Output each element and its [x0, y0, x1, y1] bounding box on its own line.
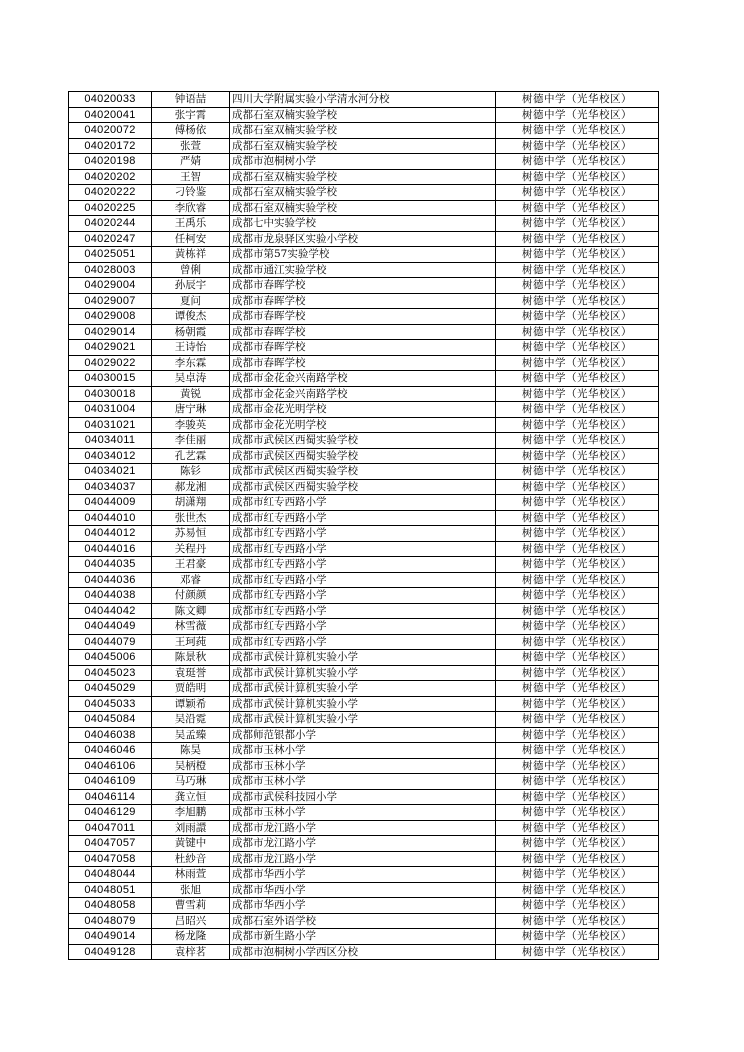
table-row — [69, 278, 659, 294]
admitted-school-cell: 树德中学（光华校区） — [496, 92, 659, 108]
student-name-cell: 任柯安 — [152, 231, 230, 247]
student-name-cell: 吴孟臻 — [152, 727, 230, 743]
student-name-cell: 张萱 — [152, 138, 230, 154]
admitted-school-cell: 树德中学（光华校区） — [496, 851, 659, 867]
admitted-school-cell: 树德中学（光华校区） — [496, 774, 659, 790]
school-cell: 成都七中实验学校 — [230, 216, 496, 232]
student-name-cell: 王诗怡 — [152, 340, 230, 356]
school-cell: 成都市春晖学校 — [230, 324, 496, 340]
school-cell: 成都市武侯计算机实验小学 — [230, 712, 496, 728]
student-id-cell: 04028003 — [69, 262, 152, 278]
table-row — [69, 851, 659, 867]
student-id-cell: 04046109 — [69, 774, 152, 790]
table-row — [69, 386, 659, 402]
admitted-school-cell: 树德中学（光华校区） — [496, 200, 659, 216]
student-id-cell: 04047058 — [69, 851, 152, 867]
student-name-cell: 夏问 — [152, 293, 230, 309]
student-id-cell: 04044042 — [69, 603, 152, 619]
student-name-cell: 谭俊杰 — [152, 309, 230, 325]
student-name-cell: 吴卓涛 — [152, 371, 230, 387]
table-row — [69, 805, 659, 821]
student-name-cell: 李旭鹏 — [152, 805, 230, 821]
admitted-school-cell: 树德中学（光华校区） — [496, 293, 659, 309]
table-row — [69, 138, 659, 154]
student-name-cell: 张旭 — [152, 882, 230, 898]
student-id-cell: 04044049 — [69, 619, 152, 635]
student-name-cell: 陈文卿 — [152, 603, 230, 619]
admitted-school-cell: 树德中学（光华校区） — [496, 650, 659, 666]
student-name-cell: 曾俐 — [152, 262, 230, 278]
student-id-cell: 04020247 — [69, 231, 152, 247]
school-cell: 成都市春晖学校 — [230, 278, 496, 294]
admission-table-body — [69, 92, 659, 960]
student-name-cell: 孙辰宇 — [152, 278, 230, 294]
admitted-school-cell: 树德中学（光华校区） — [496, 169, 659, 185]
student-id-cell: 04031021 — [69, 417, 152, 433]
school-cell: 成都市金花金兴南路学校 — [230, 371, 496, 387]
admitted-school-cell: 树德中学（光华校区） — [496, 867, 659, 883]
student-name-cell: 吴沿霓 — [152, 712, 230, 728]
table-row — [69, 247, 659, 263]
table-row — [69, 510, 659, 526]
table-row — [69, 619, 659, 635]
school-cell: 成都石室双楠实验学校 — [230, 138, 496, 154]
admitted-school-cell: 树德中学（光华校区） — [496, 944, 659, 960]
table-row — [69, 169, 659, 185]
school-cell: 成都市红专西路小学 — [230, 557, 496, 573]
table-row — [69, 293, 659, 309]
table-row — [69, 340, 659, 356]
student-name-cell: 杨朝霞 — [152, 324, 230, 340]
student-id-cell: 04047057 — [69, 836, 152, 852]
admitted-school-cell: 树德中学（光华校区） — [496, 526, 659, 542]
student-name-cell: 马巧琳 — [152, 774, 230, 790]
table-row — [69, 650, 659, 666]
student-name-cell: 张世杰 — [152, 510, 230, 526]
student-name-cell: 孔艺霖 — [152, 448, 230, 464]
student-id-cell: 04046114 — [69, 789, 152, 805]
table-row — [69, 789, 659, 805]
school-cell: 成都市金花金兴南路学校 — [230, 386, 496, 402]
table-row — [69, 433, 659, 449]
school-cell: 成都市红专西路小学 — [230, 572, 496, 588]
admitted-school-cell: 树德中学（光华校区） — [496, 665, 659, 681]
school-cell: 成都市玉林小学 — [230, 805, 496, 821]
admitted-school-cell: 树德中学（光华校区） — [496, 681, 659, 697]
school-cell: 成都市红专西路小学 — [230, 495, 496, 511]
admitted-school-cell: 树德中学（光华校区） — [496, 820, 659, 836]
student-id-cell: 04046106 — [69, 758, 152, 774]
admission-table — [68, 91, 659, 960]
student-name-cell: 陈景秋 — [152, 650, 230, 666]
table-row — [69, 200, 659, 216]
student-name-cell: 谭颖希 — [152, 696, 230, 712]
student-id-cell: 04046038 — [69, 727, 152, 743]
table-row — [69, 355, 659, 371]
school-cell: 成都市红专西路小学 — [230, 603, 496, 619]
student-name-cell: 付颜颜 — [152, 588, 230, 604]
student-id-cell: 04045084 — [69, 712, 152, 728]
admitted-school-cell: 树德中学（光华校区） — [496, 882, 659, 898]
table-row — [69, 572, 659, 588]
admitted-school-cell: 树德中学（光华校区） — [496, 417, 659, 433]
school-cell: 成都市红专西路小学 — [230, 588, 496, 604]
table-row — [69, 867, 659, 883]
table-row — [69, 603, 659, 619]
school-cell: 成都市武侯区西蜀实验学校 — [230, 464, 496, 480]
table-row — [69, 944, 659, 960]
school-cell: 成都市金花光明学校 — [230, 417, 496, 433]
admitted-school-cell: 树德中学（光华校区） — [496, 727, 659, 743]
student-name-cell: 刁铃鉴 — [152, 185, 230, 201]
admitted-school-cell: 树德中学（光华校区） — [496, 712, 659, 728]
student-id-cell: 04030018 — [69, 386, 152, 402]
table-row — [69, 588, 659, 604]
school-cell: 成都市武侯计算机实验小学 — [230, 665, 496, 681]
student-name-cell: 黄锐 — [152, 386, 230, 402]
school-cell: 成都石室双楠实验学校 — [230, 169, 496, 185]
table-row — [69, 185, 659, 201]
student-name-cell: 林雪薇 — [152, 619, 230, 635]
table-row — [69, 665, 659, 681]
student-id-cell: 04029014 — [69, 324, 152, 340]
school-cell: 成都市华西小学 — [230, 867, 496, 883]
student-id-cell: 04049014 — [69, 929, 152, 945]
student-id-cell: 04044010 — [69, 510, 152, 526]
admitted-school-cell: 树德中学（光华校区） — [496, 386, 659, 402]
student-id-cell: 04020225 — [69, 200, 152, 216]
school-cell: 成都市春晖学校 — [230, 309, 496, 325]
table-row — [69, 820, 659, 836]
school-cell: 成都市红专西路小学 — [230, 541, 496, 557]
student-name-cell: 刘雨譞 — [152, 820, 230, 836]
school-cell: 成都市玉林小学 — [230, 743, 496, 759]
table-row — [69, 541, 659, 557]
student-id-cell: 04020041 — [69, 107, 152, 123]
table-row — [69, 557, 659, 573]
admitted-school-cell: 树德中学（光华校区） — [496, 743, 659, 759]
student-id-cell: 04034021 — [69, 464, 152, 480]
school-cell: 成都市泡桐树小学西区分校 — [230, 944, 496, 960]
school-cell: 成都市武侯区西蜀实验学校 — [230, 479, 496, 495]
table-row — [69, 479, 659, 495]
student-id-cell: 04048051 — [69, 882, 152, 898]
student-id-cell: 04030015 — [69, 371, 152, 387]
admitted-school-cell: 树德中学（光华校区） — [496, 619, 659, 635]
admitted-school-cell: 树德中学（光华校区） — [496, 836, 659, 852]
student-name-cell: 李东霖 — [152, 355, 230, 371]
table-row — [69, 758, 659, 774]
student-id-cell: 04031004 — [69, 402, 152, 418]
school-cell: 成都市龙泉驿区实验小学校 — [230, 231, 496, 247]
table-row — [69, 231, 659, 247]
student-id-cell: 04049128 — [69, 944, 152, 960]
student-id-cell: 04048058 — [69, 898, 152, 914]
admitted-school-cell: 树德中学（光华校区） — [496, 572, 659, 588]
table-row — [69, 262, 659, 278]
table-row — [69, 681, 659, 697]
admitted-school-cell: 树德中学（光华校区） — [496, 247, 659, 263]
student-id-cell: 04020198 — [69, 154, 152, 170]
admitted-school-cell: 树德中学（光华校区） — [496, 603, 659, 619]
student-id-cell: 04034037 — [69, 479, 152, 495]
student-id-cell: 04044016 — [69, 541, 152, 557]
admitted-school-cell: 树德中学（光华校区） — [496, 696, 659, 712]
student-id-cell: 04029004 — [69, 278, 152, 294]
student-id-cell: 04034011 — [69, 433, 152, 449]
admitted-school-cell: 树德中学（光华校区） — [496, 138, 659, 154]
table-row — [69, 712, 659, 728]
student-id-cell: 04045006 — [69, 650, 152, 666]
table-row — [69, 882, 659, 898]
student-name-cell: 龚立恒 — [152, 789, 230, 805]
admitted-school-cell: 树德中学（光华校区） — [496, 262, 659, 278]
admitted-school-cell: 树德中学（光华校区） — [496, 433, 659, 449]
school-cell: 成都石室双楠实验学校 — [230, 123, 496, 139]
student-id-cell: 04025051 — [69, 247, 152, 263]
school-cell: 成都市华西小学 — [230, 882, 496, 898]
student-id-cell: 04048079 — [69, 913, 152, 929]
student-name-cell: 胡潇翔 — [152, 495, 230, 511]
student-id-cell: 04029022 — [69, 355, 152, 371]
student-id-cell: 04029008 — [69, 309, 152, 325]
school-cell: 成都市第57实验学校 — [230, 247, 496, 263]
student-id-cell: 04045029 — [69, 681, 152, 697]
student-id-cell: 04045033 — [69, 696, 152, 712]
school-cell: 成都市金花光明学校 — [230, 402, 496, 418]
student-id-cell: 04045023 — [69, 665, 152, 681]
admitted-school-cell: 树德中学（光华校区） — [496, 495, 659, 511]
admitted-school-cell: 树德中学（光华校区） — [496, 913, 659, 929]
admitted-school-cell: 树德中学（光华校区） — [496, 789, 659, 805]
school-cell: 成都市武侯区西蜀实验学校 — [230, 448, 496, 464]
school-cell: 成都市红专西路小学 — [230, 526, 496, 542]
student-name-cell: 吴柄橙 — [152, 758, 230, 774]
school-cell: 成都石室双楠实验学校 — [230, 107, 496, 123]
school-cell: 成都市玉林小学 — [230, 758, 496, 774]
admitted-school-cell: 树德中学（光华校区） — [496, 309, 659, 325]
table-row — [69, 92, 659, 108]
student-name-cell: 王禹乐 — [152, 216, 230, 232]
student-name-cell: 林雨萱 — [152, 867, 230, 883]
student-name-cell: 袁梓茗 — [152, 944, 230, 960]
admitted-school-cell: 树德中学（光华校区） — [496, 355, 659, 371]
student-id-cell: 04020033 — [69, 92, 152, 108]
table-row — [69, 417, 659, 433]
admitted-school-cell: 树德中学（光华校区） — [496, 898, 659, 914]
school-cell: 成都市华西小学 — [230, 898, 496, 914]
admitted-school-cell: 树德中学（光华校区） — [496, 758, 659, 774]
student-id-cell: 04044035 — [69, 557, 152, 573]
admitted-school-cell: 树德中学（光华校区） — [496, 278, 659, 294]
table-row — [69, 774, 659, 790]
admitted-school-cell: 树德中学（光华校区） — [496, 371, 659, 387]
admitted-school-cell: 树德中学（光华校区） — [496, 107, 659, 123]
student-id-cell: 04020202 — [69, 169, 152, 185]
table-row — [69, 464, 659, 480]
student-id-cell: 04020244 — [69, 216, 152, 232]
student-name-cell: 袁珽誉 — [152, 665, 230, 681]
school-cell: 成都市通江实验学校 — [230, 262, 496, 278]
table-row — [69, 448, 659, 464]
table-row — [69, 898, 659, 914]
student-id-cell: 04029021 — [69, 340, 152, 356]
school-cell: 成都市红专西路小学 — [230, 634, 496, 650]
school-cell: 成都市红专西路小学 — [230, 510, 496, 526]
student-id-cell: 04044009 — [69, 495, 152, 511]
school-cell: 成都市龙江路小学 — [230, 836, 496, 852]
student-id-cell: 04020222 — [69, 185, 152, 201]
student-id-cell: 04044038 — [69, 588, 152, 604]
school-cell: 成都市玉林小学 — [230, 774, 496, 790]
student-name-cell: 陈钐 — [152, 464, 230, 480]
table-row — [69, 526, 659, 542]
student-name-cell: 苏易恒 — [152, 526, 230, 542]
table-row — [69, 371, 659, 387]
school-cell: 成都市新生路小学 — [230, 929, 496, 945]
student-name-cell: 王智 — [152, 169, 230, 185]
table-row — [69, 154, 659, 170]
school-cell: 成都市泡桐树小学 — [230, 154, 496, 170]
admitted-school-cell: 树德中学（光华校区） — [496, 557, 659, 573]
student-id-cell: 04046129 — [69, 805, 152, 821]
student-name-cell: 黄栋祥 — [152, 247, 230, 263]
admitted-school-cell: 树德中学（光华校区） — [496, 231, 659, 247]
student-name-cell: 王珂莼 — [152, 634, 230, 650]
table-row — [69, 913, 659, 929]
student-id-cell: 04020172 — [69, 138, 152, 154]
student-name-cell: 王君豪 — [152, 557, 230, 573]
table-row — [69, 309, 659, 325]
school-cell: 成都市龙江路小学 — [230, 820, 496, 836]
student-name-cell: 傅杨依 — [152, 123, 230, 139]
student-name-cell: 李骏英 — [152, 417, 230, 433]
table-row — [69, 836, 659, 852]
admitted-school-cell: 树德中学（光华校区） — [496, 588, 659, 604]
school-cell: 四川大学附属实验小学清水河分校 — [230, 92, 496, 108]
table-row — [69, 495, 659, 511]
admitted-school-cell: 树德中学（光华校区） — [496, 541, 659, 557]
school-cell: 成都市春晖学校 — [230, 355, 496, 371]
student-name-cell: 邓睿 — [152, 572, 230, 588]
admitted-school-cell: 树德中学（光华校区） — [496, 324, 659, 340]
table-row — [69, 216, 659, 232]
school-cell: 成都市武侯计算机实验小学 — [230, 696, 496, 712]
school-cell: 成都石室外语学校 — [230, 913, 496, 929]
table-row — [69, 929, 659, 945]
table-row — [69, 107, 659, 123]
student-id-cell: 04047011 — [69, 820, 152, 836]
school-cell: 成都市武侯科技园小学 — [230, 789, 496, 805]
admitted-school-cell: 树德中学（光华校区） — [496, 154, 659, 170]
school-cell: 成都市龙江路小学 — [230, 851, 496, 867]
school-cell: 成都市武侯计算机实验小学 — [230, 681, 496, 697]
student-name-cell: 贾皓明 — [152, 681, 230, 697]
admitted-school-cell: 树德中学（光华校区） — [496, 464, 659, 480]
table-row — [69, 634, 659, 650]
student-id-cell: 04044012 — [69, 526, 152, 542]
admitted-school-cell: 树德中学（光华校区） — [496, 634, 659, 650]
student-id-cell: 04048044 — [69, 867, 152, 883]
table-row — [69, 324, 659, 340]
student-name-cell: 杨龙隆 — [152, 929, 230, 945]
student-name-cell: 关程丹 — [152, 541, 230, 557]
admitted-school-cell: 树德中学（光华校区） — [496, 402, 659, 418]
student-name-cell: 钟语喆 — [152, 92, 230, 108]
table-row — [69, 743, 659, 759]
school-cell: 成都市春晖学校 — [230, 340, 496, 356]
table-row — [69, 402, 659, 418]
school-cell: 成都石室双楠实验学校 — [230, 200, 496, 216]
admitted-school-cell: 树德中学（光华校区） — [496, 479, 659, 495]
student-name-cell: 杜紗音 — [152, 851, 230, 867]
student-name-cell: 郝龙湘 — [152, 479, 230, 495]
admitted-school-cell: 树德中学（光华校区） — [496, 340, 659, 356]
school-cell: 成都师范银都小学 — [230, 727, 496, 743]
student-name-cell: 陈昊 — [152, 743, 230, 759]
student-name-cell: 黄键中 — [152, 836, 230, 852]
student-id-cell: 04044036 — [69, 572, 152, 588]
table-row — [69, 696, 659, 712]
admitted-school-cell: 树德中学（光华校区） — [496, 123, 659, 139]
student-name-cell: 李佳丽 — [152, 433, 230, 449]
admitted-school-cell: 树德中学（光华校区） — [496, 510, 659, 526]
school-cell: 成都市红专西路小学 — [230, 619, 496, 635]
student-name-cell: 张宇霄 — [152, 107, 230, 123]
student-id-cell: 04020072 — [69, 123, 152, 139]
student-id-cell: 04034012 — [69, 448, 152, 464]
student-name-cell: 曹雪莉 — [152, 898, 230, 914]
admitted-school-cell: 树德中学（光华校区） — [496, 185, 659, 201]
student-id-cell: 04029007 — [69, 293, 152, 309]
school-cell: 成都市武侯计算机实验小学 — [230, 650, 496, 666]
student-name-cell: 唐宁琳 — [152, 402, 230, 418]
student-name-cell: 严婧 — [152, 154, 230, 170]
school-cell: 成都石室双楠实验学校 — [230, 185, 496, 201]
student-id-cell: 04044079 — [69, 634, 152, 650]
table-row — [69, 123, 659, 139]
school-cell: 成都市武侯区西蜀实验学校 — [230, 433, 496, 449]
student-name-cell: 李欣睿 — [152, 200, 230, 216]
student-id-cell: 04046046 — [69, 743, 152, 759]
admitted-school-cell: 树德中学（光华校区） — [496, 216, 659, 232]
admitted-school-cell: 树德中学（光华校区） — [496, 805, 659, 821]
admitted-school-cell: 树德中学（光华校区） — [496, 929, 659, 945]
student-name-cell: 吕昭兴 — [152, 913, 230, 929]
school-cell: 成都市春晖学校 — [230, 293, 496, 309]
table-row — [69, 727, 659, 743]
admitted-school-cell: 树德中学（光华校区） — [496, 448, 659, 464]
